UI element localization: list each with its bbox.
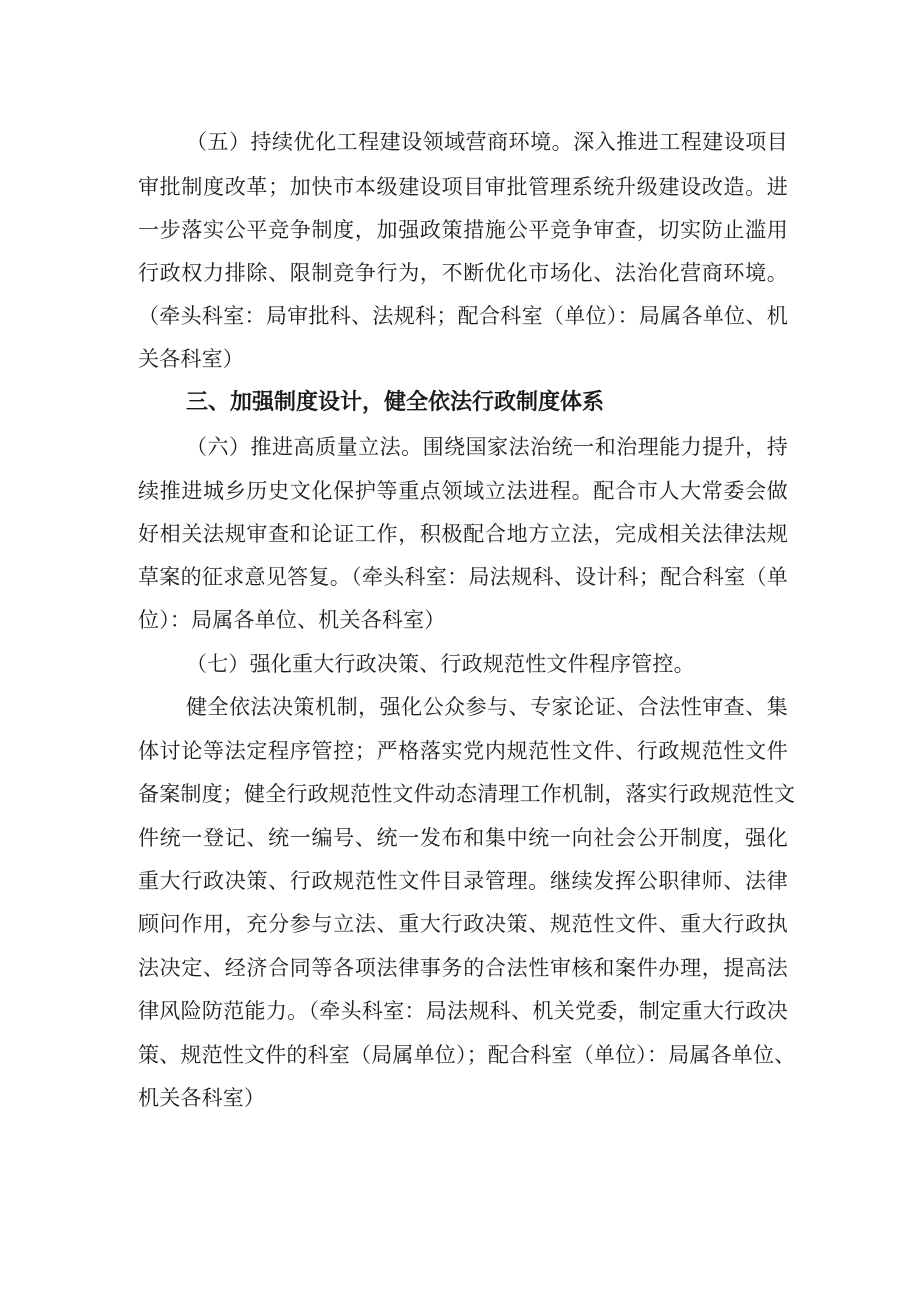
text-line: 法决定、经济合同等各项法律事务的合法性审核和案件办理，提高法 bbox=[138, 956, 788, 980]
text-line: 续推进城乡历史文化保护等重点领域立法进程。配合市人大常委会做 bbox=[138, 479, 788, 503]
text-line: 关各科室） bbox=[138, 347, 244, 371]
text-line: 重大行政决策、行政规范性文件目录管理。继续发挥公职律师、法律 bbox=[138, 869, 788, 893]
text-line: 件统一登记、统一编号、统一发布和集中统一向社会公开制度，强化 bbox=[138, 826, 788, 850]
text-line: 审批制度改革；加快市本级建设项目审批管理系统升级建设改造。进 bbox=[138, 175, 788, 199]
text-line: （牵头科室：局审批科、法规科；配合科室（单位）：局属各单位、机 bbox=[138, 304, 788, 328]
text-line: 好相关法规审查和论证工作，积极配合地方立法，完成相关法律法规 bbox=[138, 522, 788, 546]
text-line: 一步落实公平竞争制度，加强政策措施公平竞争审查，切实防止滥用 bbox=[138, 218, 788, 242]
text-line: （六）推进高质量立法。围绕国家法治统一和治理能力提升，持 bbox=[186, 435, 788, 459]
paragraph-section-7-title: （七）强化重大行政决策、行政规范性文件程序管控。 bbox=[186, 652, 695, 676]
text-line: 行政权力排除、限制竞争行为，不断优化市场化、法治化营商环境。 bbox=[138, 261, 788, 285]
text-line: 位）：局属各单位、机关各科室） bbox=[138, 608, 446, 632]
text-line: 健全依法决策机制，强化公众参与、专家论证、合法性审查、集 bbox=[186, 695, 788, 719]
section-heading: 三、加强制度设计，健全依法行政制度体系 bbox=[186, 390, 605, 415]
text-line: 草案的征求意见答复。（牵头科室：局法规科、设计科；配合科室（单 bbox=[138, 565, 788, 589]
text-line: 机关各科室） bbox=[138, 1086, 266, 1110]
text-line: 备案制度；健全行政规范性文件动态清理工作机制，落实行政规范性文 bbox=[138, 782, 796, 806]
text-line: 体讨论等法定程序管控；严格落实党内规范性文件、行政规范性文件 bbox=[138, 739, 788, 763]
text-line: （五）持续优化工程建设领域营商环境。深入推进工程建设项目 bbox=[186, 130, 788, 154]
text-line: 策、规范性文件的科室（局属单位）；配合科室（单位）：局属各单位、 bbox=[138, 1043, 796, 1067]
text-line: 顾问作用，充分参与立法、重大行政决策、规范性文件、重大行政执 bbox=[138, 912, 788, 936]
text-line: 律风险防范能力。（牵头科室：局法规科、机关党委，制定重大行政决 bbox=[138, 999, 788, 1023]
